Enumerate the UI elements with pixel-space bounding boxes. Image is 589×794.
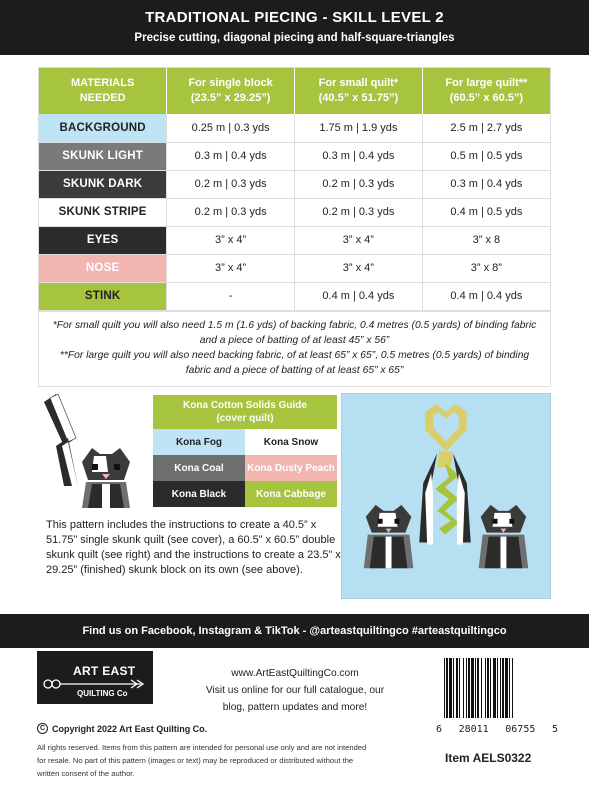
left-skunk <box>364 505 414 568</box>
copyright-icon: C <box>37 723 48 734</box>
logo-line1: ART EAST <box>73 664 136 678</box>
col-header-single: For single block (23.5” x 29.25”) <box>167 68 295 114</box>
large-quilt-amount: 2.5 m | 2.7 yds <box>422 114 550 142</box>
kona-swatch: Kona Fog <box>153 429 245 455</box>
large-quilt-amount: 0.3 m | 0.4 yds <box>422 170 550 198</box>
website-url[interactable]: www.ArtEastQuiltingCo.com <box>231 668 359 679</box>
pattern-subtitle: Precise cutting, diagonal piecing and half-square-triangles <box>134 32 455 44</box>
large-quilt-amount: 3” x 8” <box>422 254 550 282</box>
col-header-large: For large quilt** (60.5” x 60.5”) <box>422 68 550 114</box>
small-quilt-amount: 0.3 m | 0.4 yds <box>295 142 423 170</box>
materials-table <box>38 67 551 387</box>
kona-swatch: Kona Snow <box>245 429 337 455</box>
large-quilt-amount: 3” x 8 <box>422 226 550 254</box>
table-row <box>39 142 550 170</box>
small-quilt-amount: 0.2 m | 0.3 yds <box>295 198 423 226</box>
kona-guide <box>153 395 337 507</box>
pattern-title: TRADITIONAL PIECING - SKILL LEVEL 2 <box>145 9 444 26</box>
table-row <box>39 254 550 282</box>
material-name: STINK <box>39 282 167 310</box>
small-quilt-amount: 3” x 4” <box>295 226 423 254</box>
website-info <box>190 665 400 716</box>
website-line2: Visit us online for our full catalogue, our <box>205 685 385 696</box>
copyright: C Copyright 2022 Art East Quilting Co. <box>37 723 207 734</box>
table-row <box>39 198 550 226</box>
small-quilt-amount: 3” x 4” <box>295 254 423 282</box>
social-banner: Find us on Facebook, Instagram & TikTok - @arteastquiltingco #arteastquiltingco <box>0 614 589 648</box>
kona-swatch: Kona Cabbage <box>245 481 337 507</box>
small-quilt-amount: 0.4 m | 0.4 yds <box>295 282 423 310</box>
website-line3: blog, pattern updates and more! <box>222 702 368 713</box>
logo-line2: QUILTING Co <box>77 689 128 698</box>
barcode-digits: 6 28011 06755 5 <box>436 724 558 735</box>
material-name: EYES <box>39 226 167 254</box>
material-name: BACKGROUND <box>39 114 167 142</box>
material-name: NOSE <box>39 254 167 282</box>
single-block-amount: 3” x 4” <box>167 254 295 282</box>
materials-header-row <box>39 68 550 114</box>
table-row <box>39 170 550 198</box>
kona-swatch: Kona Dusty Peach <box>245 455 337 481</box>
kona-swatch: Kona Coal <box>153 455 245 481</box>
single-block-amount: - <box>167 282 295 310</box>
kona-swatch: Kona Black <box>153 481 245 507</box>
large-quilt-amount: 0.4 m | 0.5 yds <box>422 198 550 226</box>
small-quilt-amount: 1.75 m | 1.9 yds <box>295 114 423 142</box>
barcode <box>442 658 554 718</box>
art-east-logo <box>37 651 153 704</box>
single-block-amount: 0.2 m | 0.3 yds <box>167 170 295 198</box>
note-large-quilt: **For large quilt you will also need backing fabric, of at least 65” x 65”, 0.5 metres (0.5 yards) of binding fabric and a piece of batting of at least 65” x 65” <box>59 349 530 376</box>
pattern-description: This pattern includes the instructions to create a 40.5” x 51.75” single skunk quilt (see cover), a 60.5” x 60.5” double skunk quilt (see right) and the instructions to create a 23.5” x 29.25” (finished) skunk block on its own (see above). <box>46 519 341 576</box>
table-row <box>39 282 550 310</box>
item-number: Item AELS0322 <box>445 751 532 765</box>
small-quilt-amount: 0.2 m | 0.3 yds <box>295 170 423 198</box>
col-header-small: For small quilt* (40.5” x 51.75”) <box>295 68 423 114</box>
table-row <box>39 114 550 142</box>
kona-guide-header: Kona Cotton Solids Guide (cover quilt) <box>153 395 337 429</box>
right-skunk <box>479 505 529 568</box>
table-row <box>39 226 550 254</box>
skunk-block-illustration <box>38 390 150 516</box>
material-name: SKUNK LIGHT <box>39 142 167 170</box>
single-block-amount: 0.3 m | 0.4 yds <box>167 142 295 170</box>
single-block-amount: 0.25 m | 0.3 yds <box>167 114 295 142</box>
materials-notes <box>39 311 550 386</box>
large-quilt-amount: 0.5 m | 0.5 yds <box>422 142 550 170</box>
note-small-quilt: *For small quilt you will also need 1.5 m (1.6 yds) of backing fabric, 0.4 metres (0.5 yards) of binding fabric and a piece of batting of at least 45” x 56” <box>52 319 537 346</box>
single-block-amount: 3” x 4” <box>167 226 295 254</box>
rights-text: All rights reserved. Items from this pattern are intended for personal use only and are not intended for resale. No part of this pattern (images or text) may be reproduced or distributed without the written consent of the author. <box>37 743 367 778</box>
col-header-materials: MATERIALS NEEDED <box>39 68 167 114</box>
single-block-amount: 0.2 m | 0.3 yds <box>167 198 295 226</box>
large-quilt-amount: 0.4 m | 0.4 yds <box>422 282 550 310</box>
material-name: SKUNK DARK <box>39 170 167 198</box>
double-skunk-quilt-illustration <box>341 393 551 599</box>
material-name: SKUNK STRIPE <box>39 198 167 226</box>
top-banner <box>0 0 589 55</box>
